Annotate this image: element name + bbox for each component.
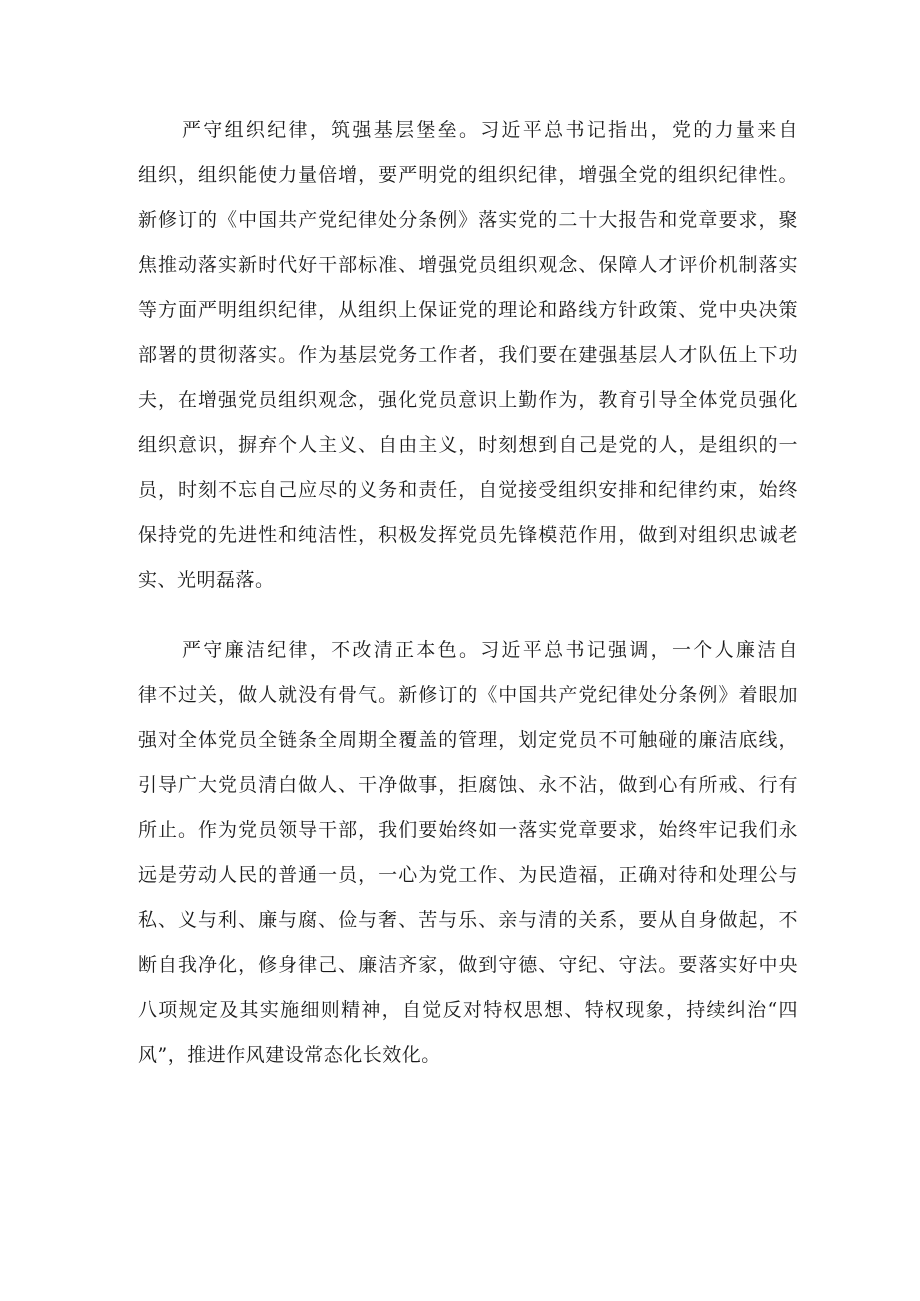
- text-line: 部署的贯彻落实。作为基层党务工作者，我们要在建强基层人才队伍上下功: [138, 344, 798, 366]
- text-line: 夫，在增强党员组织观念，强化党员意识上勤作为，教育引导全体党员强化: [138, 389, 798, 411]
- text-line: 律不过关，做人就没有骨气。新修订的《中国共产党纪律处分条例》着眼加: [138, 684, 798, 706]
- text-line: 强对全体党员全链条全周期全覆盖的管理，划定党员不可触碰的廉洁底线，: [138, 729, 798, 751]
- text-line: 严守廉洁纪律，不改清正本色。习近平总书记强调，一个人廉洁自: [182, 639, 798, 661]
- text-line: 引导广大党员清白做人、干净做事，拒腐蚀、永不沾，做到心有所戒、行有: [138, 774, 798, 796]
- text-line: 所止。作为党员领导干部，我们要始终如一落实党章要求，始终牢记我们永: [138, 819, 798, 841]
- text-line: 远是劳动人民的普通一员，一心为党工作、为民造福，正确对待和处理公与: [138, 864, 798, 886]
- text-line: 保持党的先进性和纯洁性，积极发挥党员先锋模范作用，做到对组织忠诚老: [138, 524, 798, 546]
- text-line: 等方面严明组织纪律，从组织上保证党的理论和路线方针政策、党中央决策: [138, 299, 798, 321]
- text-line: 新修订的《中国共产党纪律处分条例》落实党的二十大报告和党章要求，聚: [138, 209, 798, 231]
- text-line: 焦推动落实新时代好干部标准、增强党员组织观念、保障人才评价机制落实: [138, 254, 798, 276]
- document-body: [138, 108, 798, 1078]
- text-line: 员，时刻不忘自己应尽的义务和责任，自觉接受组织安排和纪律约束，始终: [138, 479, 798, 501]
- paragraph-integrity-discipline: [138, 628, 798, 1078]
- text-line: 断自我净化，修身律己、廉洁齐家，做到守德、守纪、守法。要落实好中央: [138, 954, 798, 976]
- text-line: 严守组织纪律，筑强基层堡垒。习近平总书记指出，党的力量来自: [182, 119, 798, 141]
- paragraph-organizational-discipline: [138, 108, 798, 603]
- text-line: 风”，推进作风建设常态化长效化。: [138, 1044, 441, 1066]
- text-line: 实、光明磊落。: [138, 569, 275, 591]
- text-line: 组织意识，摒弃个人主义、自由主义，时刻想到自己是党的人，是组织的一: [138, 434, 798, 456]
- text-line: 组织，组织能使力量倍增，要严明党的组织纪律，增强全党的组织纪律性。: [138, 164, 798, 186]
- text-line: 八项规定及其实施细则精神，自觉反对特权思想、特权现象，持续纠治“四: [138, 999, 798, 1021]
- text-line: 私、义与利、廉与腐、俭与奢、苦与乐、亲与清的关系，要从自身做起，不: [138, 909, 798, 931]
